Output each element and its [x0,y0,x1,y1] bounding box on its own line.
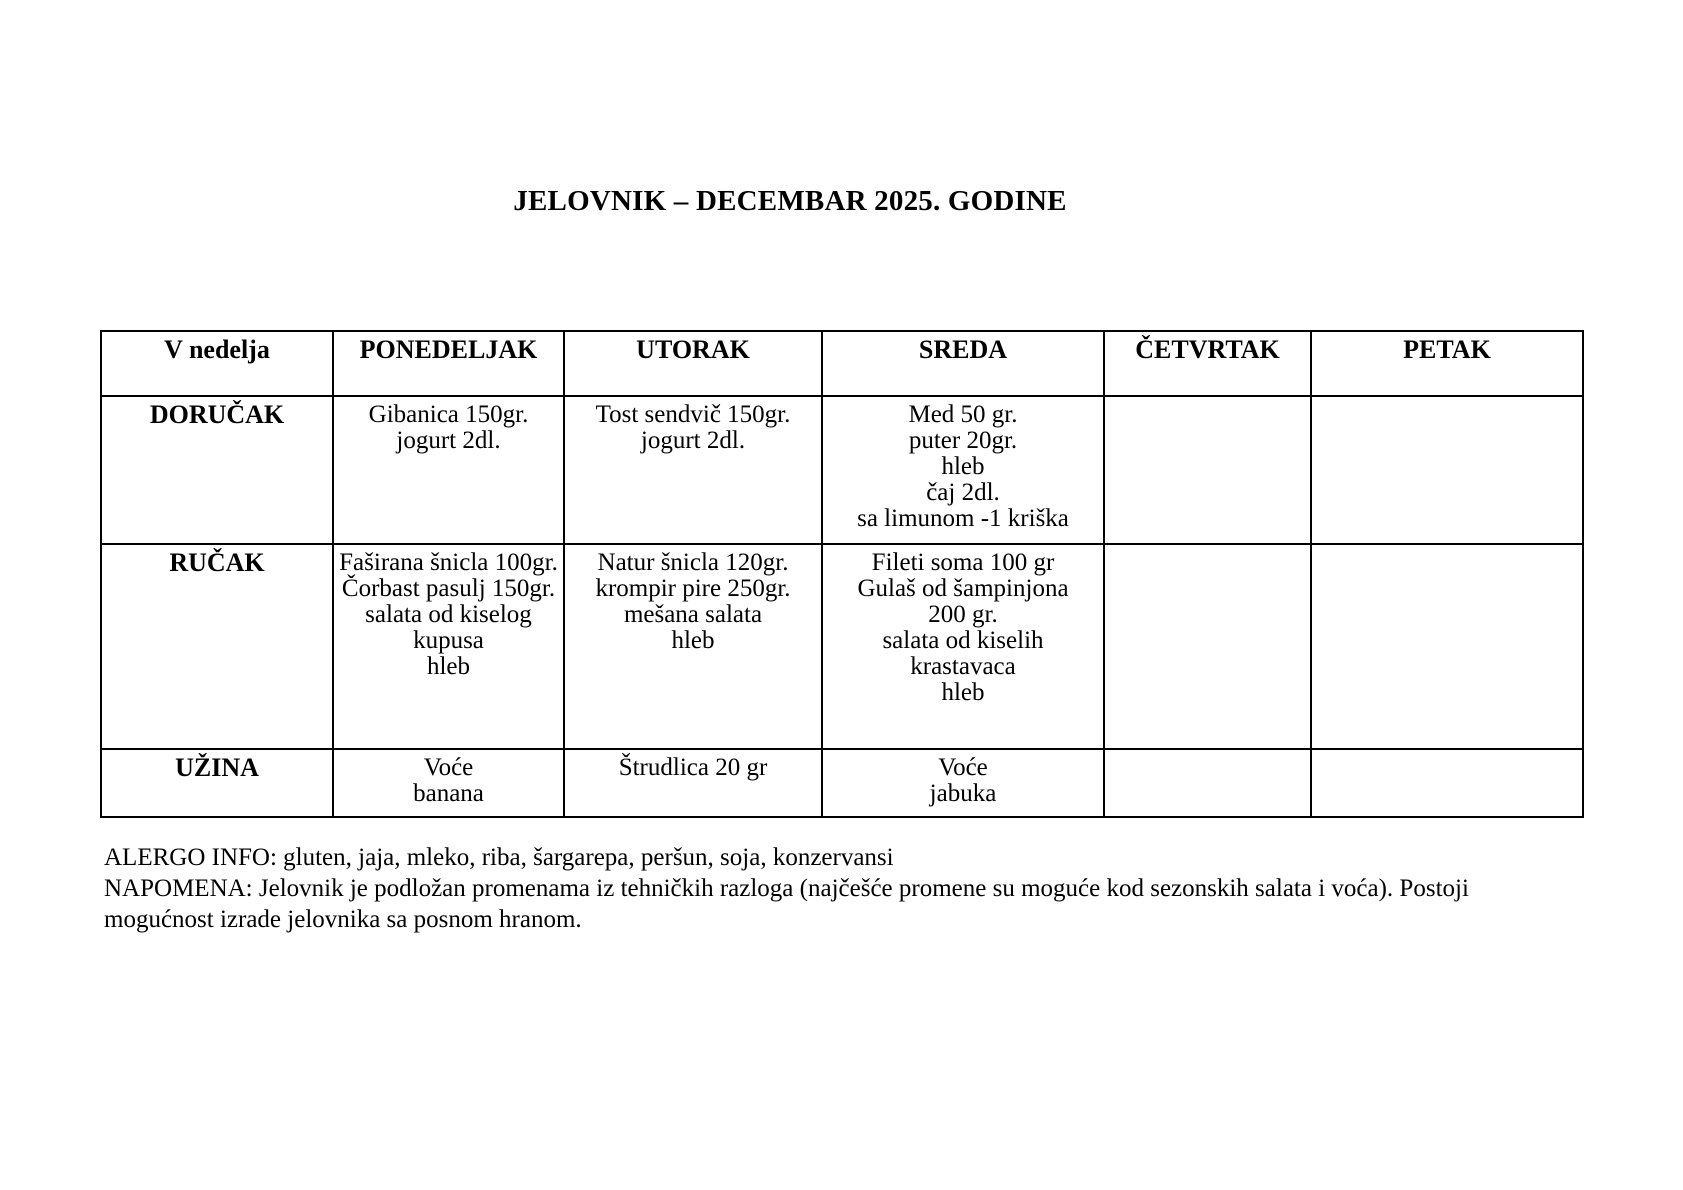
title-container [100,0,1480,218]
cell-rucak-ponedeljak [333,544,564,749]
column-header-petak: PETAK [1311,331,1583,396]
menu-item-line: hleb [941,453,985,480]
menu-item-line: salata od kiselih [882,627,1044,654]
cell-dorucak-cetvrtak [1104,396,1311,544]
cell-dorucak-sreda [822,396,1104,544]
menu-item-line: sa limunom -1 kriška [857,505,1069,532]
menu-item-line: Voće [938,754,988,781]
footer-notes [104,842,1569,935]
menu-item-line: Fileti soma 100 gr [871,549,1055,576]
column-header-ponedeljak: PONEDELJAK [333,331,564,396]
cell-dorucak-utorak [564,396,822,544]
menu-item-line: Faširana šnicla 100gr. [339,549,558,576]
cell-rucak-sreda [822,544,1104,749]
column-header-cetvrtak: ČETVRTAK [1104,331,1311,396]
table-row-dorucak [101,396,1583,544]
table-row-rucak [101,544,1583,749]
cell-uzina-sreda [822,749,1104,817]
menu-item-line: mešana salata [623,601,763,628]
row-label-uzina: UŽINA [101,749,333,817]
menu-item-line: hleb [426,653,471,680]
column-header-utorak: UTORAK [564,331,822,396]
column-header-v-nedelja: V nedelja [101,331,333,396]
menu-item-line: Med 50 gr. [908,401,1018,428]
napomena-text: NAPOMENA: Jelovnik je podložan promenama iz tehničkih razloga (najčešće promene su moguće kod sezonskih salata i voća). Postoji mogućnost izrade jelovnika sa posnom hranom. [104,875,1469,933]
menu-item-line: Natur šnicla 120gr. [597,549,789,576]
page-title: JELOVNIK – DECEMBAR 2025. GODINE [513,185,1067,217]
menu-item-line: Štrudlica 20 gr [618,754,768,781]
menu-item-line: jogurt 2dl. [640,427,746,454]
row-label-dorucak: DORUČAK [101,396,333,544]
menu-item-line: hleb [671,627,715,654]
table-header-row [101,331,1583,396]
menu-item-line: puter 20gr. [908,427,1018,454]
cell-dorucak-ponedeljak [333,396,564,544]
menu-item-line: Tost sendvič 150gr. [595,401,791,428]
menu-item-line: jabuka [929,780,997,807]
cell-dorucak-petak [1311,396,1583,544]
menu-item-line: čaj 2dl. [926,479,1000,506]
cell-uzina-petak [1311,749,1583,817]
cell-uzina-ponedeljak [333,749,564,817]
cell-rucak-utorak [564,544,822,749]
column-header-sreda: SREDA [822,331,1104,396]
menu-table [100,330,1584,818]
cell-uzina-utorak [564,749,822,817]
menu-item-line: Gibanica 150gr. [368,401,529,428]
cell-rucak-cetvrtak [1104,544,1311,749]
menu-item-line: krastavaca [910,653,1016,680]
alergo-info-text: ALERGO INFO: gluten, jaja, mleko, riba, šargarepa, peršun, soja, konzervansi [104,844,894,871]
menu-item-line: Čorbast pasulj 150gr. [341,575,556,602]
cell-rucak-petak [1311,544,1583,749]
menu-item-line: krompir pire 250gr. [595,575,791,602]
menu-item-line: 200 gr. [928,601,998,628]
menu-item-line: banana [413,780,484,807]
menu-item-line: salata od kiselog [365,601,532,628]
table-row-uzina [101,749,1583,817]
menu-item-line: jogurt 2dl. [396,427,501,454]
row-label-rucak: RUČAK [101,544,333,749]
menu-item-line: Voće [423,754,474,781]
menu-item-line: kupusa [413,627,484,654]
cell-uzina-cetvrtak [1104,749,1311,817]
menu-item-line: hleb [941,679,985,706]
menu-item-line: Gulaš od šampinjona [857,575,1069,602]
